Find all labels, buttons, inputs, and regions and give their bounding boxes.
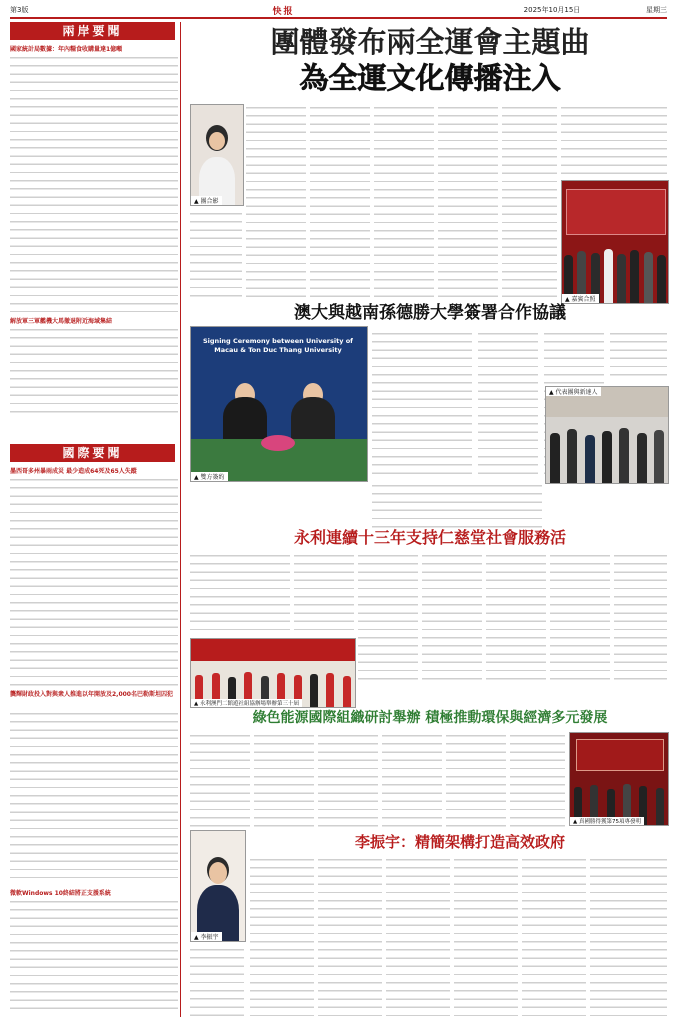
page-number: 第3版 — [10, 6, 29, 14]
story-headline: 綠色能源國際組織研討舉辦 積極推動環保與經濟多元發展 — [252, 710, 608, 726]
article-body — [310, 104, 370, 302]
article-headline: 微軟Windows 10終結將正支援系統 — [10, 890, 111, 897]
article-body — [254, 732, 314, 828]
forum-photo — [569, 732, 669, 826]
article-body — [358, 552, 418, 684]
portrait-photo — [190, 830, 246, 942]
article-body — [10, 326, 178, 416]
article-body — [294, 552, 354, 636]
article-headline: 國家統計局數據：年內糧食收購量達1億噸 — [10, 46, 123, 53]
article-body — [190, 210, 242, 302]
article-body — [550, 552, 610, 684]
article-body — [454, 856, 518, 1016]
article-body — [446, 732, 506, 828]
photo-caption: ▲ 團合影 — [191, 196, 222, 205]
article-body — [502, 104, 557, 302]
article-body — [318, 732, 378, 828]
main-headline-line1: 團體發布兩全運會主題曲 — [270, 25, 590, 59]
article-body — [422, 552, 482, 684]
article-body — [318, 856, 382, 1016]
photo-caption: ▲ 雙方簽約 — [191, 472, 228, 481]
delegation-photo — [545, 386, 669, 484]
banner-text: Signing Ceremony between University of Macau & Ton Duc Thang University — [203, 337, 353, 354]
story-headline: 澳大與越南孫德勝大學簽署合作協議 — [294, 303, 566, 323]
article-body — [246, 104, 306, 302]
article-body — [510, 732, 565, 828]
section-title-cross-strait: 兩岸要聞 — [10, 22, 175, 40]
publication-name: 快报 — [272, 6, 295, 17]
article-body — [190, 946, 244, 1016]
photo-caption: ▲ 嘉賓合照 — [562, 294, 599, 303]
article-body — [10, 710, 178, 878]
photo-caption: ▲ 代表團與新達人 — [546, 387, 601, 396]
article-headline: 龔輝財政投入對與衆人推進以年開放及2,000名巴勒斯坦囚犯 — [10, 691, 173, 698]
article-body — [486, 552, 546, 684]
portrait-photo — [190, 104, 244, 206]
article-body — [10, 476, 178, 686]
article-body — [10, 54, 178, 312]
story-headline: 李振宇：精簡架構打造高效政府 — [354, 833, 565, 851]
section-title-international: 國際要聞 — [10, 444, 175, 462]
photo-caption: ▲ 李振宇 — [191, 932, 222, 941]
main-headline-line2: 為全運文化傳播注入 — [299, 61, 561, 95]
photo-caption: ▲ 真國勝得獲第75項專發明 — [570, 817, 644, 825]
article-body — [590, 856, 667, 1016]
column-divider — [180, 22, 181, 1017]
article-headline: 解放軍三軍艦機大馬撤退附近海域集結 — [10, 318, 113, 325]
article-body — [561, 104, 667, 176]
story-headline: 永利連續十三年支持仁慈堂社會服務活 — [293, 528, 566, 547]
page-header — [10, 3, 667, 19]
article-body — [382, 732, 442, 828]
article-body — [372, 330, 472, 476]
article-body — [374, 104, 434, 302]
article-body — [386, 856, 450, 1016]
article-headline: 墨西哥多州暴雨成災 最少造成64死及65人失蹤 — [10, 468, 137, 475]
photo-caption: ▲ 永利澳門二館遊社組協辦場舉辦第三十屆 — [191, 699, 302, 707]
article-body — [438, 104, 498, 302]
group-photo-guests — [561, 180, 669, 304]
article-body — [478, 330, 538, 476]
article-body — [190, 732, 250, 828]
issue-date: 2025年10月15日 — [523, 6, 581, 14]
signing-ceremony-photo — [190, 326, 368, 482]
article-body — [250, 856, 314, 1016]
article-body — [614, 552, 667, 684]
article-body — [522, 856, 586, 1016]
article-body — [10, 898, 178, 1016]
article-body — [610, 330, 667, 382]
article-body — [190, 552, 290, 636]
weekday: 星期三 — [646, 6, 667, 14]
article-body — [372, 482, 542, 528]
wynn-event-photo — [190, 638, 356, 708]
